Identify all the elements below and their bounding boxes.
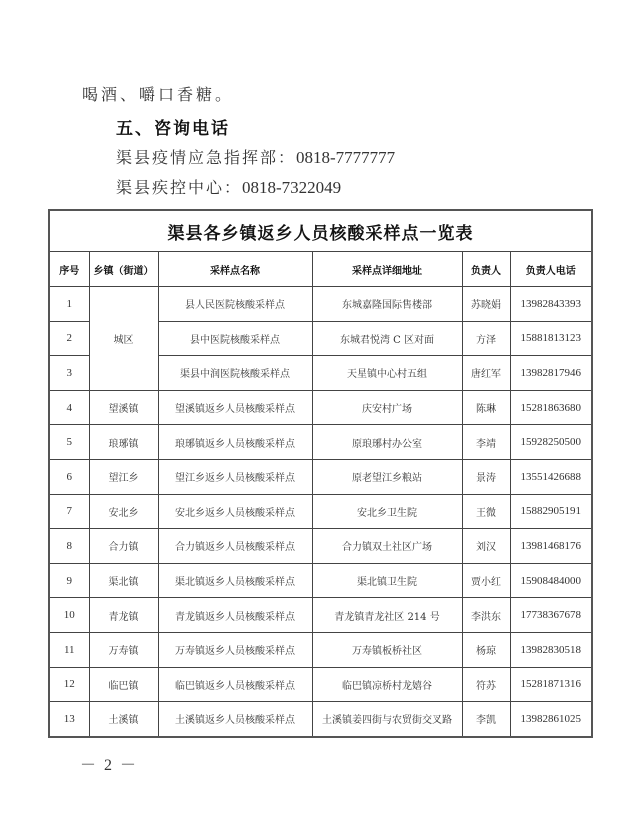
page-number: － 2 －	[80, 757, 139, 774]
cell-phone: 15882905191	[510, 494, 592, 529]
cell-no: 10	[49, 598, 89, 633]
cell-address: 合力镇双土社区广场	[312, 529, 462, 564]
cell-site: 渠县中润医院核酸采样点	[158, 356, 312, 391]
cell-no: 9	[49, 563, 89, 598]
cell-phone: 17738367678	[510, 598, 592, 633]
section-heading: 五、咨询电话	[116, 119, 230, 139]
cell-site: 琅琊镇返乡人员核酸采样点	[158, 425, 312, 460]
cell-phone: 15281863680	[510, 390, 592, 425]
cell-address: 渠北镇卫生院	[312, 563, 462, 598]
cell-address: 东城君悦湾 C 区对面	[312, 321, 462, 356]
cell-person: 李洪东	[462, 598, 510, 633]
contact-line-cdc	[116, 175, 341, 198]
continuation-text: 喝酒、嚼口香糖。	[82, 85, 235, 104]
cell-no: 12	[49, 667, 89, 702]
cell-person: 景涛	[462, 459, 510, 494]
cell-person: 方泽	[462, 321, 510, 356]
cell-phone: 13982830518	[510, 632, 592, 667]
cell-no: 13	[49, 702, 89, 737]
cell-site: 安北乡返乡人员核酸采样点	[158, 494, 312, 529]
cell-address: 庆安村广场	[312, 390, 462, 425]
cell-no: 8	[49, 529, 89, 564]
header-person: 负责人	[462, 252, 510, 287]
cell-site: 万寿镇返乡人员核酸采样点	[158, 632, 312, 667]
cell-town-merged: 城区	[89, 287, 158, 391]
cell-phone: 15928250500	[510, 425, 592, 460]
cell-phone: 15908484000	[510, 563, 592, 598]
cell-town: 安北乡	[89, 494, 158, 529]
cell-person: 苏晓娟	[462, 287, 510, 322]
cell-phone: 13551426688	[510, 459, 592, 494]
cell-person: 李靖	[462, 425, 510, 460]
cell-person: 符苏	[462, 667, 510, 702]
cell-address: 安北乡卫生院	[312, 494, 462, 529]
header-no: 序号	[49, 252, 89, 287]
cell-site: 青龙镇返乡人员核酸采样点	[158, 598, 312, 633]
table-row	[49, 667, 592, 702]
table-row	[49, 598, 592, 633]
cell-address: 临巴镇凉桥村龙嬉谷	[312, 667, 462, 702]
cell-town: 望江乡	[89, 459, 158, 494]
table-title-row	[49, 210, 592, 252]
cell-no: 5	[49, 425, 89, 460]
cell-address: 青龙镇青龙社区 214 号	[312, 598, 462, 633]
cell-town: 琅琊镇	[89, 425, 158, 460]
cell-person: 李凯	[462, 702, 510, 737]
cell-site: 合力镇返乡人员核酸采样点	[158, 529, 312, 564]
cell-site: 土溪镇返乡人员核酸采样点	[158, 702, 312, 737]
cell-person: 刘汉	[462, 529, 510, 564]
cell-phone: 13982817946	[510, 356, 592, 391]
cell-address: 土溪镇姜四街与农贸街交叉路	[312, 702, 462, 737]
cell-address: 原老望江乡粮站	[312, 459, 462, 494]
header-phone: 负责人电话	[510, 252, 592, 287]
cell-person: 陈琳	[462, 390, 510, 425]
table-row	[49, 563, 592, 598]
cell-phone: 13982843393	[510, 287, 592, 322]
cell-no: 4	[49, 390, 89, 425]
cell-person: 唐红军	[462, 356, 510, 391]
cell-person: 贾小红	[462, 563, 510, 598]
cell-site: 望江乡返乡人员核酸采样点	[158, 459, 312, 494]
header-site: 采样点名称	[158, 252, 312, 287]
cell-address: 原琅琊村办公室	[312, 425, 462, 460]
contact-phone: 0818-7322049	[242, 178, 342, 197]
cell-phone: 13981468176	[510, 529, 592, 564]
cell-town: 望溪镇	[89, 390, 158, 425]
cell-phone: 15281871316	[510, 667, 592, 702]
cell-site: 县人民医院核酸采样点	[158, 287, 312, 322]
cell-phone: 13982861025	[510, 702, 592, 737]
contact-phone: 0818-7777777	[296, 148, 396, 167]
header-address: 采样点详细地址	[312, 252, 462, 287]
table-row	[49, 287, 592, 322]
cell-site: 渠北镇返乡人员核酸采样点	[158, 563, 312, 598]
table-row	[49, 632, 592, 667]
cell-no: 11	[49, 632, 89, 667]
cell-town: 渠北镇	[89, 563, 158, 598]
cell-no: 6	[49, 459, 89, 494]
cell-address: 东城嘉隆国际售楼部	[312, 287, 462, 322]
cell-site: 临巴镇返乡人员核酸采样点	[158, 667, 312, 702]
header-town: 乡镇（街道）	[89, 252, 158, 287]
table-row	[49, 494, 592, 529]
cell-person: 杨琼	[462, 632, 510, 667]
cell-town: 万寿镇	[89, 632, 158, 667]
cell-town: 临巴镇	[89, 667, 158, 702]
cell-no: 7	[49, 494, 89, 529]
cell-no: 1	[49, 287, 89, 322]
sampling-sites-table	[48, 209, 593, 738]
table-row	[49, 390, 592, 425]
cell-town: 合力镇	[89, 529, 158, 564]
cell-town: 土溪镇	[89, 702, 158, 737]
contact-label: 渠县疫情应急指挥部：	[116, 148, 297, 167]
cell-site: 县中医院核酸采样点	[158, 321, 312, 356]
contact-label: 渠县疾控中心：	[116, 178, 243, 197]
table-row	[49, 529, 592, 564]
cell-address: 万寿镇板桥社区	[312, 632, 462, 667]
table-row	[49, 702, 592, 737]
table-header-row	[49, 252, 592, 287]
cell-no: 2	[49, 321, 89, 356]
table-row	[49, 425, 592, 460]
cell-person: 王微	[462, 494, 510, 529]
cell-address: 天星镇中心村五组	[312, 356, 462, 391]
cell-no: 3	[49, 356, 89, 391]
table-title: 渠县各乡镇返乡人员核酸采样点一览表	[49, 210, 592, 252]
cell-phone: 15881813123	[510, 321, 592, 356]
cell-town: 青龙镇	[89, 598, 158, 633]
contact-line-command	[116, 145, 395, 168]
cell-site: 望溪镇返乡人员核酸采样点	[158, 390, 312, 425]
table-row	[49, 459, 592, 494]
